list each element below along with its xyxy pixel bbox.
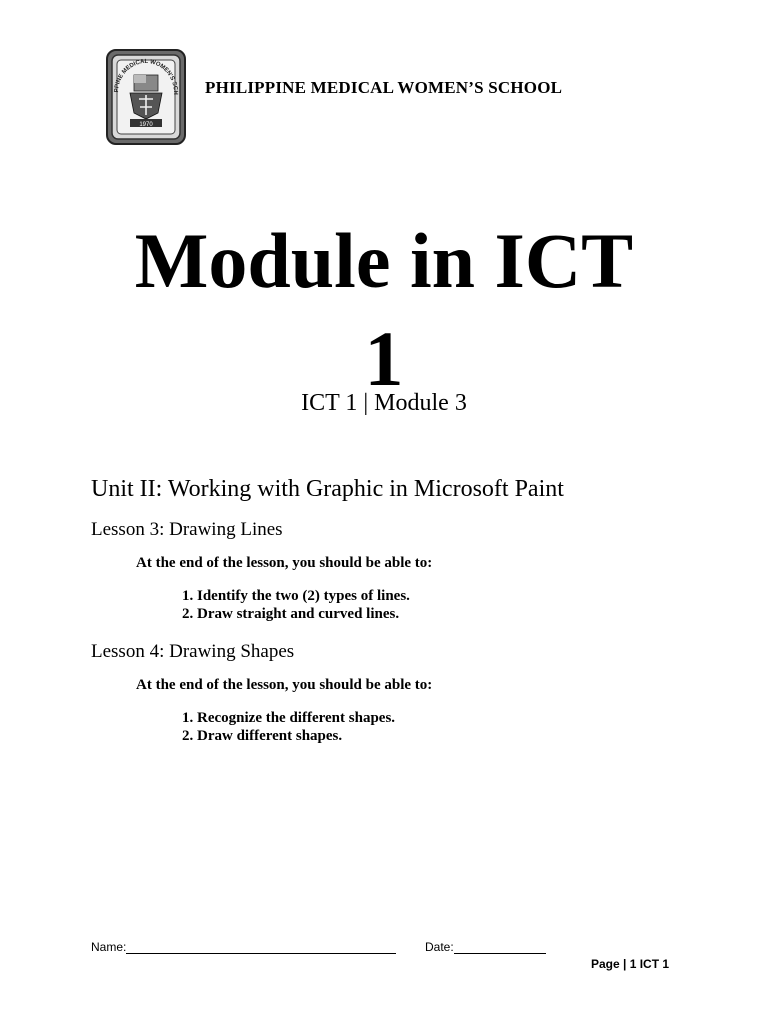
lesson-3-objectives (182, 587, 410, 623)
name-label: Name: (91, 940, 127, 954)
lesson-4-objective-intro: At the end of the lesson, you should be able to: (136, 677, 433, 693)
name-blank-line[interactable] (126, 942, 396, 954)
date-field[interactable] (425, 940, 546, 954)
objective-item: 2. Draw different shapes. (182, 728, 343, 744)
school-seal-logo (106, 49, 186, 145)
name-field[interactable] (91, 940, 396, 954)
module-title-line1: Module in ICT (134, 217, 634, 304)
lesson-4-title: Lesson 4: Drawing Shapes (91, 641, 295, 662)
module-subtitle: ICT 1 | Module 3 (301, 390, 467, 416)
date-blank-line[interactable] (454, 942, 546, 954)
date-label: Date: (425, 940, 454, 954)
objective-item: 1. Identify the two (2) types of lines. (182, 588, 410, 604)
objective-item: 1. Recognize the different shapes. (182, 710, 396, 726)
seal-graphic (106, 49, 186, 145)
lesson-3-objective-intro: At the end of the lesson, you should be able to: (136, 555, 433, 571)
unit-title: Unit II: Working with Graphic in Microsoft Paint (91, 476, 564, 502)
module-title-line2: 1 (364, 315, 404, 402)
lesson-4-objectives (182, 709, 395, 745)
objective-item: 2. Draw straight and curved lines. (182, 606, 400, 622)
page-number-footer: Page | 1 ICT 1 (591, 957, 670, 971)
seal-year: 1970 (139, 122, 153, 128)
module-title (0, 212, 768, 408)
school-name: PHILIPPINE MEDICAL WOMEN’S SCHOOL (205, 78, 563, 97)
seal-arc-text: PPINE MEDICAL WOMEN'S SCH (113, 58, 179, 95)
lesson-3-title: Lesson 3: Drawing Lines (91, 519, 283, 540)
